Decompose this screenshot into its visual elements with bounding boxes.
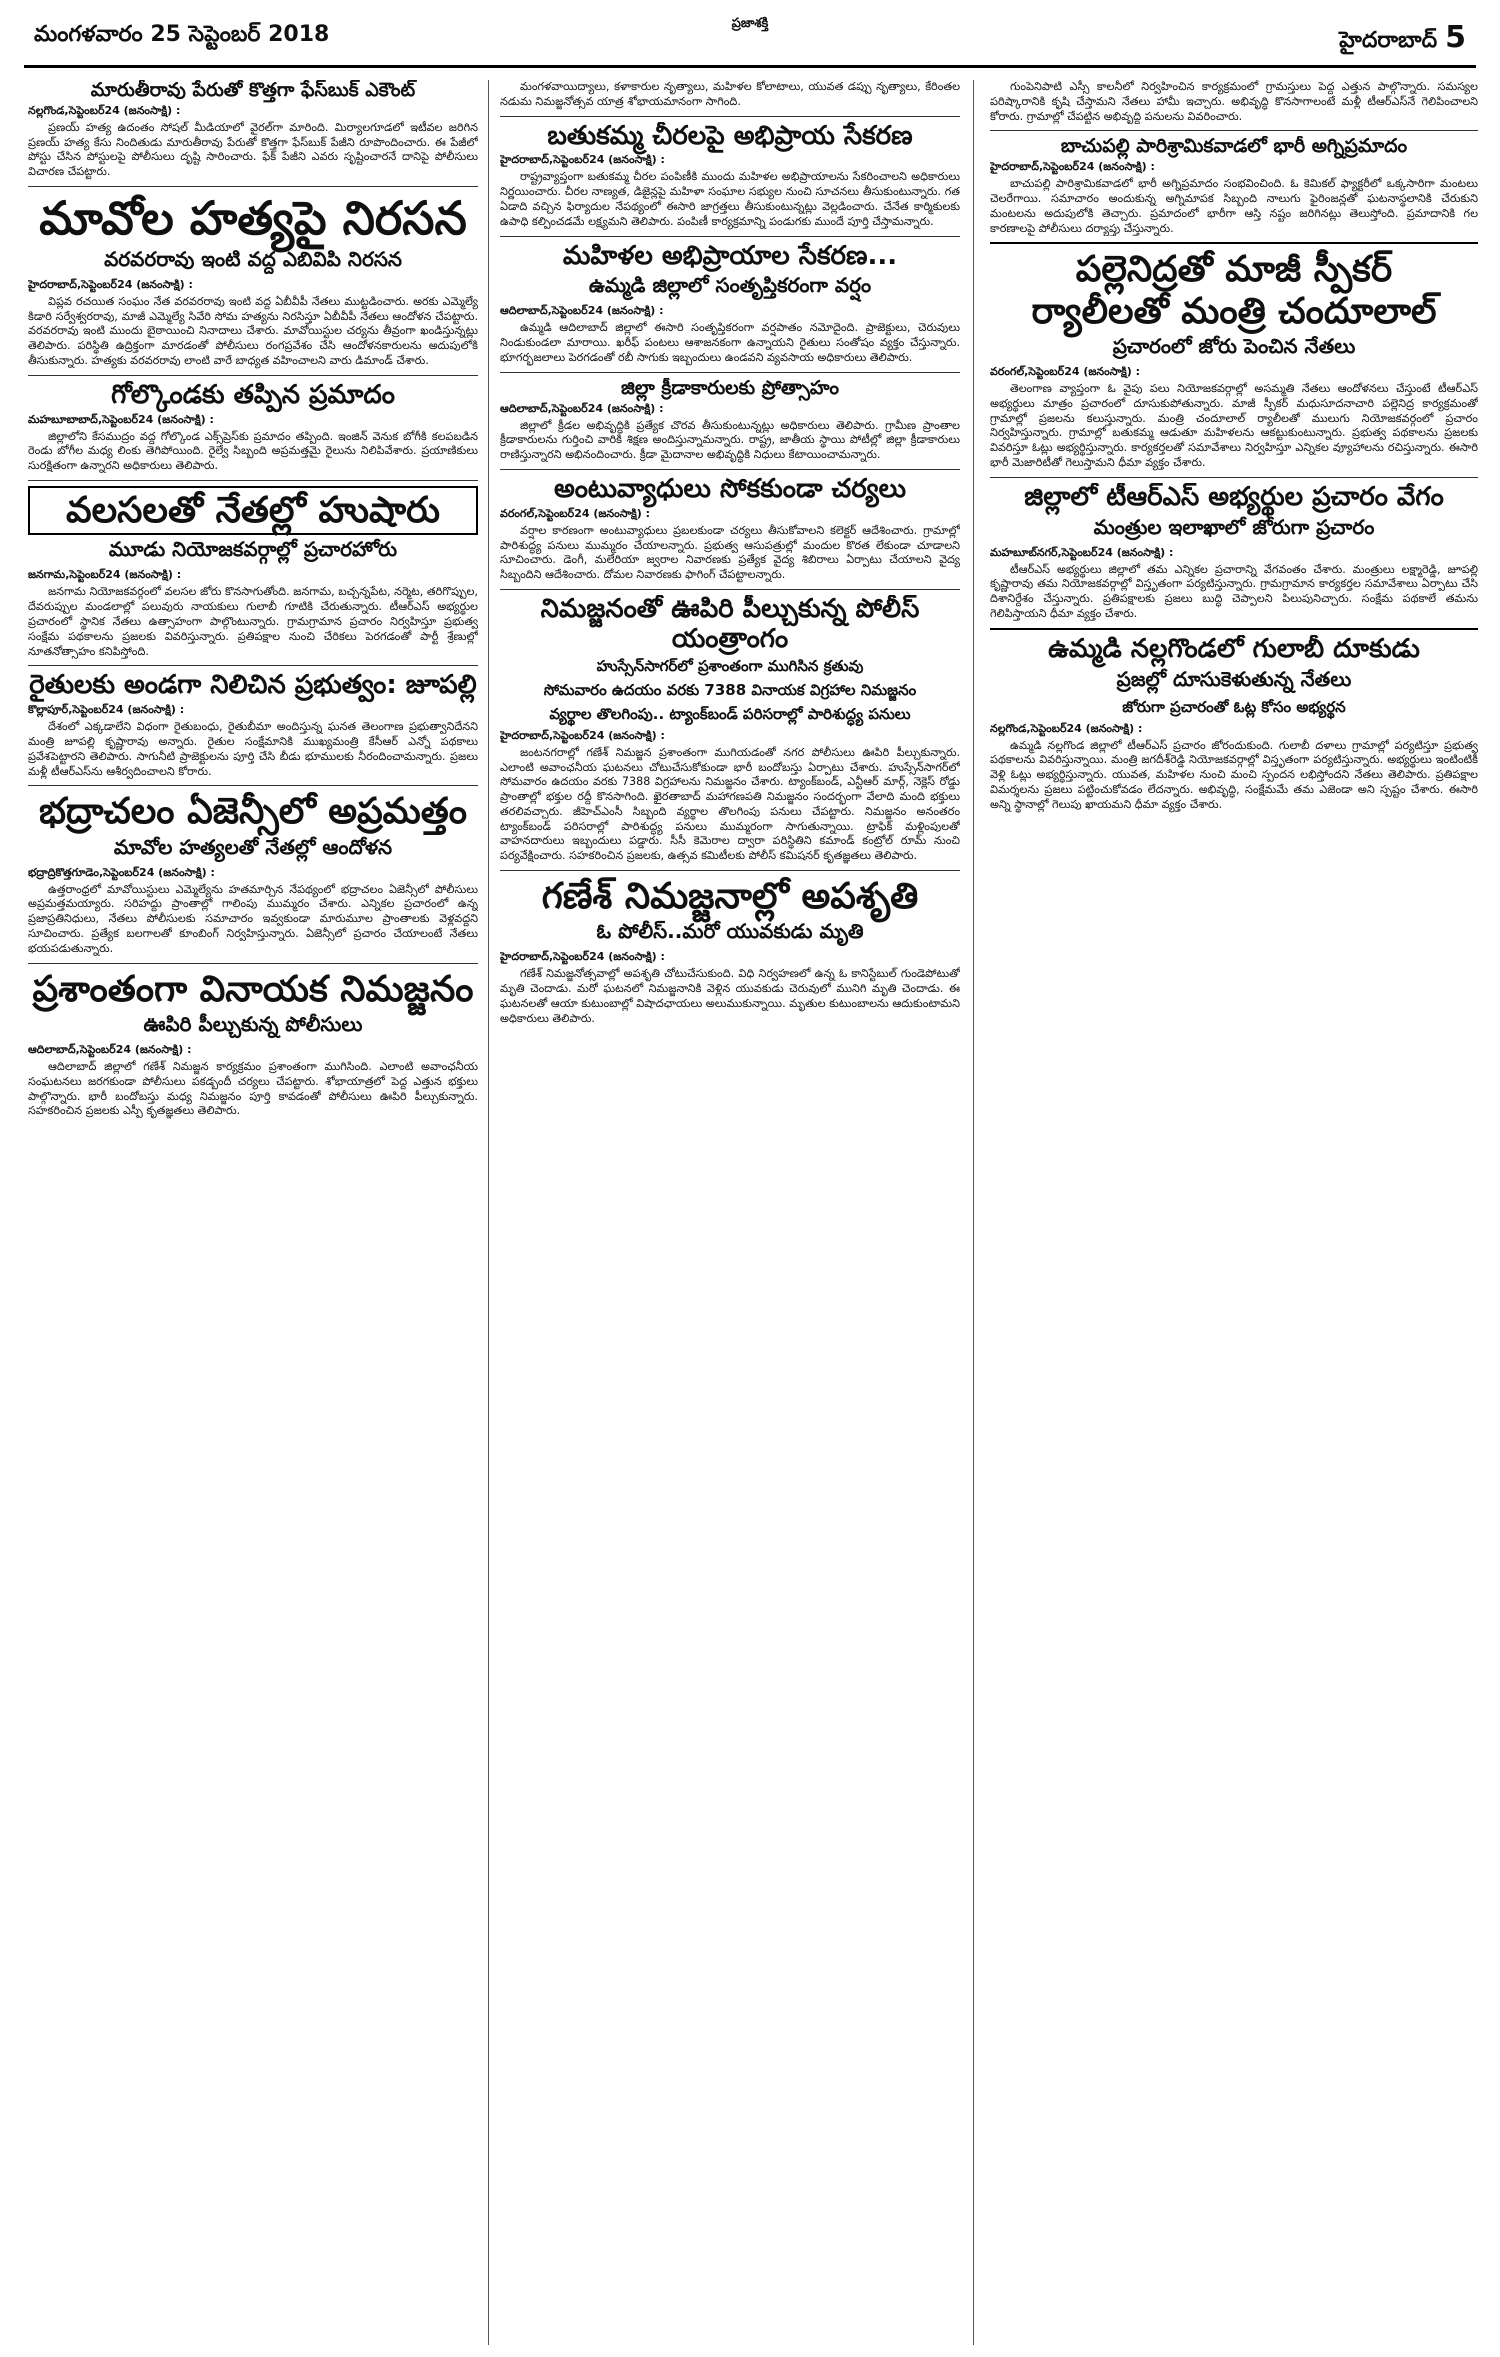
article-facebook-account [28, 80, 478, 180]
article-body: రాష్ట్రవ్యాప్తంగా బతుకమ్మ చీరల పంపిణీకి ముందు మహిళల అభిప్రాయాలను సేకరించాలని అధికారులు నిర్ణయించారు. చీరల నాణ్యత, డిజైన్లపై మహిళా సంఘాల సభ్యుల నుంచి సూచనలు తీసుకుంటున్నారు. గత ఏడాది వచ్చిన ఫిర్యాదుల నేపథ్యంలో ఈసారి జాగ్రత్తలు తీసుకుంటున్నట్లు వెల్లడించారు. చేనేత కార్మికులకు ఉపాధి కల్పించడమే లక్ష్యమని తెలిపారు. పంపిణీ కార్యక్రమాన్ని పండుగకు ముందే పూర్తి చేస్తామన్నారు. [500, 170, 960, 228]
article-migrations [28, 486, 478, 659]
article-epidemics [500, 475, 960, 583]
divider [500, 589, 960, 590]
article-body: ప్రణయ్ హత్య ఉదంతం సోషల్ మీడియాలో వైరల్‌గా మారింది. మిర్యాలగూడలో ఇటీవల జరిగిన ప్రణయ్ హత్య కేసు నిందితుడు మారుతీరావు పేరుతో కొత్తగా ఫేస్‌బుక్ పేజీని రూపొందించారు. ఈ పేజీలో పోస్టు చేసిన పోస్టులపై పోలీసులు దృష్టి సారించారు. ఫేక్ పేజీని ఎవరు సృష్టించారనే దానిపై పోలీసులు విచారణ చేపట్టారు. [28, 120, 478, 179]
dateline: ఆదిలాబాద్,సెప్టెంబర్24 (జనంసాక్షి) : [500, 304, 664, 318]
dateline: జనగామ,సెప్టెంబర్24 (జనంసాక్షి) : [28, 568, 182, 582]
headline: బతుకమ్మ చీరలపై అభిప్రాయ సేకరణ [547, 121, 913, 151]
divider [28, 665, 478, 666]
dateline: వరంగల్,సెప్టెంబర్24 (జనంసాక్షి) : [990, 365, 1141, 379]
headline: పల్లెనిద్రతో మాజీ స్పీకర్ [1075, 249, 1393, 291]
subheadline: మంత్రుల ఇలాఖాలో జోరుగా ప్రచారం [1093, 514, 1375, 539]
column-3 [990, 80, 1478, 2345]
headline: వలసలతో నేతల్లో హుషారు [28, 486, 478, 535]
article-trs-campaign [990, 483, 1478, 622]
article-immersion-adilabad [28, 969, 478, 1120]
article-body: దేశంలో ఎక్కడాలేని విధంగా రైతుబంధు, రైతుబీమా అందిస్తున్న ఘనత తెలంగాణ ప్రభుత్వానిదేనని మంత్రి జూపల్లి కృష్ణారావు అన్నారు. రైతుల సంక్షేమానికి ముఖ్యమంత్రి కేసీఆర్ ఎన్నో పథకాలు ప్రవేశపెట్టారని తెలిపారు. సాగునీటి ప్రాజెక్టులను పూర్తి చేసి బీడు భూములకు నీరందించామన్నారు. ప్రజలు మళ్లీ టీఆర్‌ఎస్‌ను ఆశీర్వదించాలని కోరారు. [28, 720, 478, 778]
article-bhadrachalam [28, 791, 478, 956]
subheadline: వరవరరావు ఇంటి వద్ద ఎబివిపి నిరసన [104, 246, 402, 271]
dateline: ఆదిలాబాద్,సెప్టెంబర్24 (జనంసాక్షి) : [500, 401, 664, 415]
divider [28, 480, 478, 481]
headline: బాచుపల్లి పారిశ్రామికవాడలో భారీ అగ్నిప్రమాదం [1060, 136, 1408, 158]
headline: ఉమ్మడి నల్లగొండలో గులాబీ దూకుడు [1048, 634, 1420, 664]
article-body: వర్షాల కారణంగా అంటువ్యాధులు ప్రబలకుండా చర్యలు తీసుకోవాలని కలెక్టర్ ఆదేశించారు. గ్రామాల్లో పారిశుద్ధ్య పనులు ముమ్మరం చేయాలన్నారు. ప్రభుత్వ ఆసుపత్రుల్లో మందుల కొరత లేకుండా చూడాలని సూచించారు. డెంగీ, మలేరియా జ్వరాల నివారణకు ప్రత్యేక వైద్య శిబిరాలు ఏర్పాటు చేయాలని వైద్య సిబ్బందిని ఆదేశించారు. దోమల నివారణకు ఫాగింగ్ చేపట్టాలన్నారు. [500, 523, 960, 582]
subheadline: ఊపిరి పీల్చుకున్న పోలీసులు [143, 1012, 363, 1036]
article-fire-accident [990, 136, 1478, 236]
city-name: హైదరాబాద్ [1339, 28, 1438, 53]
article-police-immersion [500, 595, 960, 864]
headline: గోల్కొండకు తప్పిన ప్రమాదం [111, 380, 395, 410]
dateline: మహబూబాబాద్,సెప్టెంబర్24 (జనంసాక్షి) : [28, 412, 214, 426]
paper-name: ప్రజాశక్తి [731, 16, 769, 31]
article-body: గణేశ్ నిమజ్జనోత్సవాల్లో అపశృతి చోటుచేసుకుంది. విధి నిర్వహణలో ఉన్న ఓ కానిస్టేబుల్ గుండెపోటుతో మృతి చెందాడు. మరో ఘటనలో నిమజ్జనానికి వెళ్లిన యువకుడు చెరువులో మునిగి మృతి చెందాడు. ఈ ఘటనలతో ఆయా కుటుంబాల్లో విషాదఛాయలు అలుముకున్నాయి. మృతుల కుటుంబాలను ఆదుకుంటామని అధికారులు తెలిపారు. [500, 967, 960, 1025]
article-continuation [500, 80, 960, 110]
subheadline: మూడు నియోజకవర్గాల్లో ప్రచారహోరు [108, 537, 398, 562]
dateline: కొల్లాపూర్,సెప్టెంబర్24 (జనంసాక్షి) : [28, 703, 185, 717]
divider [990, 130, 1478, 131]
dateline: భద్రాద్రికొత్తగూడెం,సెప్టెంబర్24 (జనంసాక్షి) : [28, 865, 215, 879]
divider [990, 628, 1478, 630]
article-bathukamma [500, 122, 960, 230]
headline-line-2: ర్యాలీలతో మంత్రి చందూలాల్ [1031, 290, 1437, 332]
article-body: ఉత్తరాంధ్రలో మావోయిస్టులు ఎమ్మెల్యేను హతమార్చిన నేపథ్యంలో భద్రాచలం ఏజెన్సీలో పోలీసులు అప్రమత్తమయ్యారు. సరిహద్దు ప్రాంతాల్లో గాలింపు ముమ్మరం చేశారు. ఎన్నికల ప్రచారంలో ఉన్న ప్రజాప్రతినిధులు, నేతలు పోలీసులకు సమాచారం ఇవ్వకుండా మారుమూల ప్రాంతాలకు వెళ్లవద్దని సూచించారు. ప్రత్యేక బలగాలతో కూంబింగ్ నిర్వహిస్తున్నారు. ఏజెన్సీలో ప్రచారం చేయాలంటే నేతలు భయపడుతున్నారు. [28, 882, 478, 955]
divider [990, 477, 1478, 478]
subheadline: మావోల హత్యలతో నేతల్లో ఆందోళన [113, 834, 393, 859]
issue-date: మంగళవారం 25 సెప్టెంబర్ 2018 [34, 22, 330, 47]
subheadline: ప్రజల్లో దూసుకెళుతున్న నేతలు [1116, 666, 1352, 691]
divider [500, 469, 960, 470]
subheadline: ఉమ్మడి జిల్లాలో సంతృప్తికరంగా వర్షం [588, 273, 872, 298]
article-ganesh-tragedy [500, 876, 960, 1027]
divider [28, 963, 478, 964]
divider [28, 375, 478, 376]
article-body: ఉమ్మడి ఆదిలాబాద్ జిల్లాలో ఈసారి సంతృప్తికరంగా వర్షపాతం నమోదైంది. ప్రాజెక్టులు, చెరువులు నిండుకుండలా మారాయి. ఖరీఫ్ పంటలు ఆశాజనకంగా ఉన్నాయని రైతులు సంతోషం వ్యక్తం చేస్తున్నారు. భూగర్భజలాలు పెరగడంతో రబీ సాగుకు ఇబ్బందులు ఉండవని వ్యవసాయ అధికారులు తెలిపారు. [500, 321, 960, 365]
page-number: 5 [1445, 20, 1466, 55]
divider [500, 236, 960, 237]
edition-city [1339, 20, 1466, 58]
divider [500, 372, 960, 373]
article-body: విప్లవ రచయిత సంఘం నేత వరవరరావు ఇంటి వద్ద ఏబీవీపీ నేతలు ముట్టడించారు. అరకు ఎమ్మెల్యే కిడారి సర్వేశ్వరరావు, మాజీ ఎమ్మెల్యే సివేరి సోమ హత్యను నిరసిస్తూ ఏబీవీపీ నేతలు ఆందోళన చేపట్టారు. వరవరరావు ఇంటి ముందు బైఠాయించి నినాదాలు చేశారు. మావోయిస్టుల చర్యను తీవ్రంగా ఖండిస్తున్నట్లు తెలిపారు. పరిస్థితి ఉద్రిక్తంగా మారడంతో పోలీసులు రంగప్రవేశం చేసి ఆందోళనకారులను అదుపులోకి తీసుకున్నారు. హత్యకు వరవరరావు లాంటి వారే బాధ్యత వహించాలని వారు డిమాండ్ చేశారు. [28, 294, 478, 367]
headline: రైతులకు అండగా నిలిచిన ప్రభుత్వం: జూపల్లి [29, 671, 477, 701]
article-body: మంగళవాయిద్యాలు, కళాకారుల నృత్యాలు, మహిళల కోలాటాలు, యువత డప్పు నృత్యాలు, కేరింతల నడుమ నిమజ్జనోత్సవ యాత్ర శోభాయమానంగా సాగింది. [500, 80, 960, 108]
article-body: బాచుపల్లి పారిశ్రామికవాడలో భారీ అగ్నిప్రమాదం సంభవించింది. ఓ కెమికల్ ఫ్యాక్టరీలో ఒక్కసారిగా మంటలు చెలరేగాయి. సమాచారం అందుకున్న అగ్నిమాపక సిబ్బంది నాలుగు ఫైరింజన్లతో ఘటనాస్థలానికి చేరుకుని మంటలను అదుపులోకి తెచ్చారు. ప్రమాదంలో భారీగా ఆస్తి నష్టం జరిగినట్లు తెలుస్తోంది. ప్రమాదానికి గల కారణాలపై పోలీసులు దర్యాప్తు చేస్తున్నారు. [990, 177, 1478, 235]
headline: నిమజ్జనంతో ఊపిరి పీల్చుకున్న పోలీస్ యంత్రాంగం [540, 595, 920, 654]
article-women-opinion [500, 242, 960, 366]
dateline: ఆదిలాబాద్,సెప్టెంబర్24 (జనంసాక్షి) : [28, 1043, 192, 1056]
article-continuation [990, 80, 1478, 124]
article-body: జిల్లాలో క్రీడల అభివృద్ధికి ప్రత్యేక చొరవ తీసుకుంటున్నట్లు అధికారులు తెలిపారు. గ్రామీణ ప్రాంతాల క్రీడాకారులను గుర్తించి వారికి శిక్షణ అందిస్తున్నామన్నారు. రాష్ట్ర, జాతీయ స్థాయి పోటీల్లో జిల్లా క్రీడాకారులు రాణిస్తున్నారని అభినందించారు. క్రీడా మైదానాల అభివృద్ధికి నిధులు కేటాయించామన్నారు. [500, 418, 960, 462]
column-2 [500, 80, 960, 2345]
headline: మావోల హత్యపై నిరసన [39, 191, 467, 245]
article-maoist-protest [28, 192, 478, 369]
dateline: వరంగల్,సెప్టెంబర్24 (జనంసాక్షి) : [500, 506, 651, 520]
column-divider [973, 80, 974, 2345]
article-body: జనగామ నియోజకవర్గంలో వలసల జోరు కొనసాగుతోంది. జనగామ, బచ్చన్నపేట, నర్మెట, తరిగొప్పుల, దేవరుప్పుల మండలాల్లో పలువురు నాయకులు గులాబీ గూటికి చేరుతున్నారు. టీఆర్‌ఎస్ అభ్యర్థుల ప్రచారంలో స్థానిక నేతలు ఉత్సాహంగా పాల్గొంటున్నారు. గ్రామగ్రామాన ప్రచారం నిర్వహిస్తూ ప్రభుత్వ సంక్షేమ పథకాలను ప్రజలకు వివరిస్తున్నారు. ప్రతిపక్షాల నుంచి చేరికలు పెరగడంతో పార్టీ శ్రేణుల్లో నూతనోత్సాహం కనిపిస్తోంది. [28, 585, 478, 658]
dateline: హైదరాబాద్,సెప్టెంబర్24 (జనంసాక్షి) : [500, 728, 665, 742]
article-body: జిల్లాలోని కేసముద్రం వద్ద గోల్కొండ ఎక్స్‌ప్రెస్‌కు ప్రమాదం తప్పింది. ఇంజిన్ వెనుక బోగీకి కలపబడిన రెండు బోగీల మధ్య లింకు తెగిపోయింది. రైల్వే సిబ్బంది అప్రమత్తమై రైలును నిలిపివేశారు. ప్రయాణికులు సురక్షితంగా ఉన్నారని అధికారులు తెలిపారు. [28, 429, 478, 473]
article-farmers [28, 671, 478, 779]
divider [990, 242, 1478, 244]
headline: మారుతీరావు పేరుతో కొత్తగా ఫేస్‌బుక్ ఎకౌంట్ [90, 80, 416, 101]
subheadline: ఓ పోలీస్..మరో యువకుడు మృతి [596, 919, 864, 944]
headline: భద్రాచలం ఏజెన్సీలో అప్రమత్తం [38, 791, 468, 833]
article-body: జంటనగరాల్లో గణేశ్ నిమజ్జన ప్రశాంతంగా ముగియడంతో నగర పోలీసులు ఊపిరి పీల్చుకున్నారు. ఎలాంటి అవాంఛనీయ ఘటనలు చోటుచేసుకోకుండా భారీ బందోబస్తు ఏర్పాటు చేశారు. హుస్సేన్‌సాగర్‌లో సోమవారం ఉదయం వరకు 7388 విగ్రహాలను నిమజ్జనం చేశారు. ట్యాంక్‌బండ్, ఎన్టీఆర్ మార్గ్, నెక్లెస్ రోడ్డు ప్రాంతాల్లో భక్తుల రద్దీ కొనసాగింది. ఖైరతాబాద్ మహాగణపతి నిమజ్జనం సందర్భంగా వేలాది మంది భక్తులు తరలివచ్చారు. జీహెచ్‌ఎంసీ సిబ్బంది వ్యర్థాల తొలగింపు పనులు చేపట్టారు. నిమజ్జనం అనంతరం ట్యాంక్‌బండ్ పరిసరాల్లో పారిశుద్ధ్య పనులు ముమ్మరంగా సాగుతున్నాయి. ట్రాఫిక్ మళ్లింపులతో వాహనదారులు ఇబ్బందులు పడ్డారు. సీసీ కెమెరాల ద్వారా పరిస్థితిని కమాండ్ కంట్రోల్ రూమ్ నుంచి పర్యవేక్షించారు. సహకరించిన ప్రజలకు, ఉత్సవ కమిటీలకు పోలీస్ కమిషనర్ కృతజ్ఞతలు తెలిపారు. [500, 745, 960, 863]
subheadline: హుస్సేన్‌సాగర్‌లో ప్రశాంతంగా ముగిసిన క్రతువు [596, 656, 864, 675]
article-golconda [28, 381, 478, 474]
dateline: హైదరాబాద్,సెప్టెంబర్24 (జనంసాక్షి) : [500, 153, 665, 167]
dateline: నల్లగొండ,సెప్టెంబర్24 (జనంసాక్షి) : [28, 103, 181, 117]
divider [500, 870, 960, 871]
article-body: ఉమ్మడి నల్లగొండ జిల్లాలో టీఆర్‌ఎస్ ప్రచారం జోరందుకుంది. గులాబీ దళాలు గ్రామాల్లో పర్యటిస్తూ ప్రభుత్వ పథకాలను వివరిస్తున్నాయి. మంత్రి జగదీశ్‌రెడ్డి నియోజకవర్గాల్లో విస్తృతంగా పర్యటిస్తున్నారు. అభ్యర్థులు ఇంటింటికీ వెళ్లి ఓట్లు అభ్యర్థిస్తున్నారు. యువత, మహిళల నుంచి మంచి స్పందన లభిస్తోందని నేతలు తెలిపారు. ప్రతిపక్షాల విమర్శలను ప్రజలు పట్టించుకోవడం లేదన్నారు. అభివృద్ధి, సంక్షేమమే తమ ఎజెండా అని స్పష్టం చేశారు. ఈసారి అన్ని స్థానాల్లో గెలుపు ఖాయమని ధీమా వ్యక్తం చేశారు. [990, 738, 1478, 811]
headline: గణేశ్ నిమజ్జనాల్లో అపశృతి [541, 876, 919, 918]
headline: అంటువ్యాధులు సోకకుండా చర్యలు [553, 475, 907, 504]
column-divider [488, 80, 489, 2345]
divider [28, 186, 478, 187]
divider [500, 116, 960, 117]
dateline: హైదరాబాద్,సెప్టెంబర్24 (జనంసాక్షి) : [500, 950, 665, 964]
article-former-speaker [990, 249, 1478, 470]
dateline: మహబూబ్‌నగర్,సెప్టెంబర్24 (జనంసాక్షి) : [990, 545, 1174, 559]
subheadline: జోరుగా ప్రచారంతో ఓట్ల కోసం అభ్యర్థన [1122, 697, 1346, 716]
divider [28, 785, 478, 786]
dateline: హైదరాబాద్,సెప్టెంబర్24 (జనంసాక్షి) : [990, 160, 1155, 174]
masthead [24, 10, 1476, 68]
subheadline: వ్యర్థాల తొలగింపు.. ట్యాంక్‌బండ్ పరిసరాల్లో పారిశుద్ధ్య పనులు [549, 704, 911, 723]
article-sports [500, 378, 960, 463]
subheadline: సోమవారం ఉదయం వరకు 7388 వినాయక విగ్రహాల నిమజ్జనం [543, 680, 917, 699]
article-body: గుంపెనిపాటి ఎస్సీ కాలనీలో నిర్వహించిన కార్యక్రమంలో గ్రామస్తులు పెద్ద ఎత్తున పాల్గొన్నారు. సమస్యల పరిష్కారానికి కృషి చేస్తామని నేతలు హామీ ఇచ్చారు. అభివృద్ధి కొనసాగాలంటే మళ్లీ టీఆర్‌ఎస్‌నే గెలిపించాలని కోరారు. గ్రామాల్లో చేపట్టిన అభివృద్ధి పనులను వివరించారు. [990, 80, 1478, 123]
article-body: తెలంగాణ వ్యాప్తంగా ఓ వైపు పలు నియోజకవర్గాల్లో అసమ్మతి నేతలు ఆందోళనలు చేస్తుంటే టీఆర్‌ఎస్ అభ్యర్థులు మాత్రం ప్రచారంలో దూసుకుపోతున్నారు. మాజీ స్పీకర్ మధుసూదనాచారి పల్లెనిద్ర కార్యక్రమంతో గ్రామాల్లో ప్రజలను కలుస్తున్నారు. మంత్రి చందూలాల్ ర్యాలీలతో ములుగు నియోజకవర్గంలో ప్రచారం నిర్వహిస్తున్నారు. గ్రామాల్లో బతుకమ్మ ఆడుతూ మహిళలను ఆకట్టుకుంటున్నారు. ప్రభుత్వ పథకాలను ప్రజలకు వివరిస్తూ ఓట్లు అభ్యర్థిస్తున్నారు. కార్యకర్తలతో సమావేశాలు నిర్వహిస్తూ ఎన్నికల వ్యూహాలను రచిస్తున్నారు. ఈసారి భారీ మెజారిటీతో గెలుస్తామని ధీమా వ్యక్తం చేశారు. [990, 382, 1478, 469]
headline: జిల్లా క్రీడాకారులకు ప్రోత్సాహం [621, 377, 839, 399]
article-nalgonda [990, 635, 1478, 813]
dateline: నల్లగొండ,సెప్టెంబర్24 (జనంసాక్షి) : [990, 721, 1143, 735]
article-body: ఆదిలాబాద్ జిల్లాలో గణేశ్ నిమజ్జన కార్యక్రమం ప్రశాంతంగా ముగిసింది. ఎలాంటి అవాంఛనీయ సంఘటనలు జరగకుండా పోలీసులు పకడ్బందీ చర్యలు చేపట్టారు. శోభాయాత్రలో పెద్ద ఎత్తున భక్తులు పాల్గొన్నారు. భారీ బందోబస్తు మధ్య నిమజ్జనం పూర్తి కావడంతో పోలీసులు ఊపిరి పీల్చుకున్నారు. సహకరించిన ప్రజలకు ఎస్పీ కృతజ్ఞతలు తెలిపారు. [28, 1060, 478, 1118]
headline: ప్రశాంతంగా వినాయక నిమజ్జనం [32, 968, 474, 1010]
headline: మహిళల అభిప్రాయాల సేకరణ... [562, 241, 898, 271]
headline: జిల్లాలో టీఆర్‌ఎస్ అభ్యర్థుల ప్రచారం వేగం [1024, 482, 1444, 512]
dateline: హైదరాబాద్,సెప్టెంబర్24 (జనంసాక్షి) : [28, 277, 193, 291]
subheadline: ప్రచారంలో జోరు పెంచిన నేతలు [1112, 334, 1356, 359]
article-body: టీఆర్‌ఎస్ అభ్యర్థులు జిల్లాలో తమ ఎన్నికల ప్రచారాన్ని వేగవంతం చేశారు. మంత్రులు లక్ష్మారెడ్డి, జూపల్లి కృష్ణారావు తమ నియోజకవర్గాల్లో విస్తృతంగా పర్యటిస్తున్నారు. గ్రామగ్రామాన కార్యకర్తల సమావేశాలు ఏర్పాటు చేసి దిశానిర్దేశం చేస్తున్నారు. ప్రతిపక్షాలకు ప్రజలు బుద్ధి చెప్పాలని పిలుపునిచ్చారు. సంక్షేమ పథకాలే తమను గెలిపిస్తాయని ధీమా వ్యక్తం చేశారు. [990, 562, 1478, 621]
column-1 [28, 80, 478, 2345]
